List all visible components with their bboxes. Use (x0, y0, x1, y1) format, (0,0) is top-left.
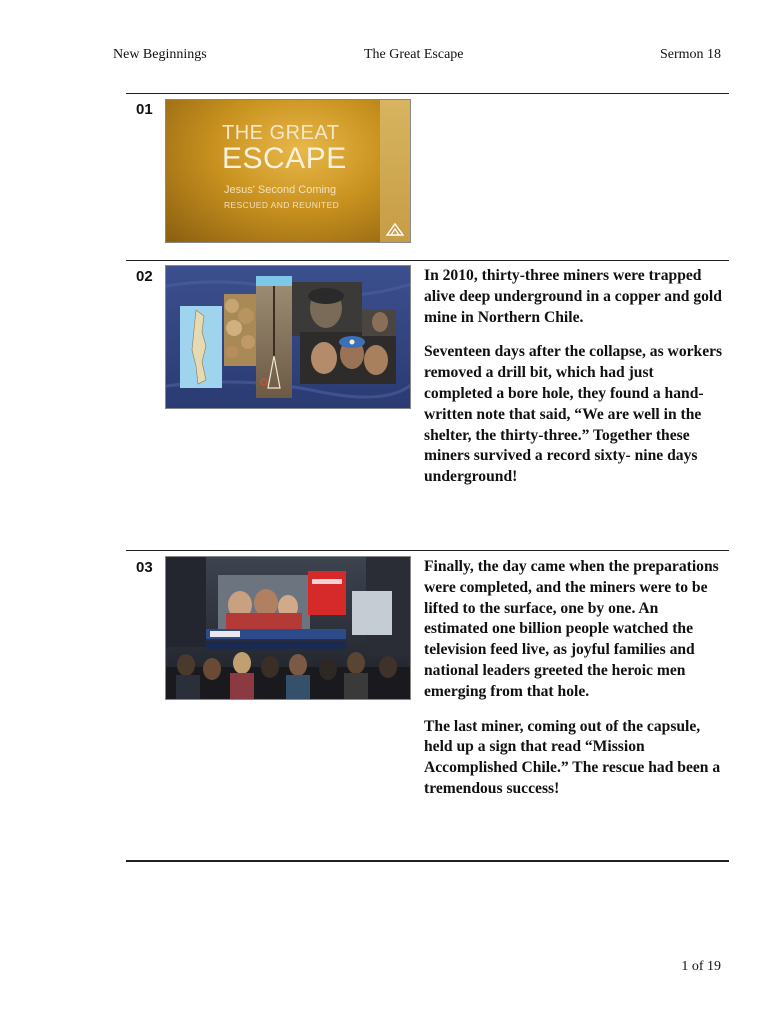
paragraph: Seventeen days after the collapse, as workers removed a drill bit, which had just completed a bore hole, they found a hand-written note that said, “We are well in the shelter, the thirty-three.” Together these miners survived a record sixty- nine days underground! (424, 343, 723, 486)
slide-number: 02 (136, 268, 153, 285)
slide-text (424, 557, 724, 814)
slide-number: 03 (136, 559, 153, 576)
slide-tagline: RESCUED AND REUNITED (224, 200, 340, 210)
slide-subtitle: Jesus' Second Coming (224, 184, 337, 196)
slide-image-title (165, 99, 411, 243)
church-logo-icon (386, 222, 404, 236)
slide-title-line1: THE GREAT (222, 122, 340, 144)
paragraph: Finally, the day came when the preparations were completed, and the miners were to be lifted to the surface, one by one. An estimated one billion people watched the television feed live, as joyful families and national leaders greeted the heroic men emerging from that hole. (424, 558, 719, 700)
title-slide-graphic (166, 100, 410, 242)
miners-collage-image (166, 266, 411, 409)
slide-text (424, 266, 724, 502)
slide-image-crowd (165, 556, 411, 700)
header-title: The Great Escape (364, 47, 464, 62)
section-divider (126, 550, 729, 551)
slide-image-miners (165, 265, 411, 409)
section-divider (126, 93, 729, 94)
section-divider (126, 260, 729, 261)
slide-stripe (380, 100, 410, 242)
header-sermon-number: Sermon 18 (659, 47, 721, 62)
section-divider (126, 860, 729, 862)
page-header (113, 47, 721, 67)
times-square-crowd-image (166, 557, 411, 700)
header-series: New Beginnings (113, 47, 207, 62)
paragraph: In 2010, thirty-three miners were trapped alive deep underground in a copper and gold mine in Northern Chile. (424, 267, 722, 326)
slide-number: 01 (136, 101, 153, 118)
page-number: 1 of 19 (681, 959, 721, 974)
paragraph: The last miner, coming out of the capsule, held up a sign that read “Mission Accomplished Chile.” The rescue had been a tremendous success! (424, 717, 721, 797)
slide-title-line2: ESCAPE (222, 142, 347, 175)
